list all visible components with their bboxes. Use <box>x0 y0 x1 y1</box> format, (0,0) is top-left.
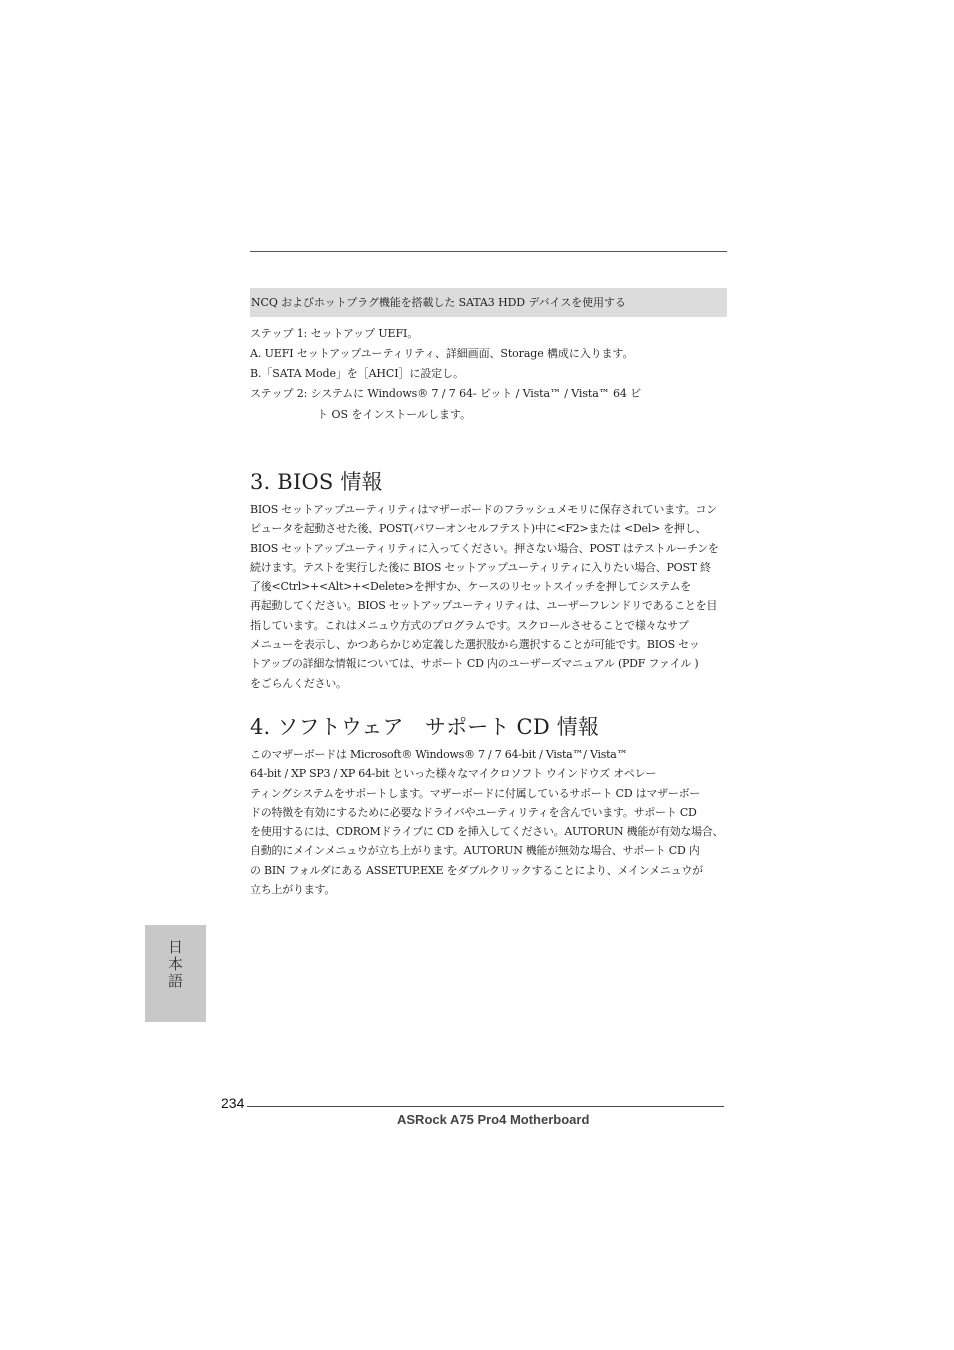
footer-rule <box>247 1106 724 1107</box>
body-line: 64-bit / XP SP3 / XP 64-bit といった様々なマイクロソフト ウインドウズ オペレー <box>250 767 657 781</box>
step-line: B.「SATA Mode」を［AHCI］に設定し。 <box>250 367 464 380</box>
body-line: BIOS セットアップユーティリティに入ってください。押さない場合、POST はテストルーチンを <box>250 541 719 555</box>
body-line: 再起動してください。BIOS セットアップユーティリティは、ユーザーフレンドリであることを目 <box>250 599 718 613</box>
body-line: ピュータを起動させた後、POST(パワーオンセルフテスト)中に<F2>または <Del> を押し、 <box>250 522 707 536</box>
section-3-heading: 3. BIOS 情報 <box>250 470 383 494</box>
body-line: 了後<Ctrl>+<Alt>+<Delete>を押すか、ケースのリセットスイッチを押してシステムを <box>250 580 691 594</box>
step-line: ステップ 2: システムに Windows® 7 / 7 64- ビット / Vista™ / Vista™ 64 ビ <box>250 387 642 400</box>
install-steps <box>250 324 727 425</box>
body-line: を使用するには、CDROMドライブに CD を挿入してください。AUTORUN 機能が有効な場合、 <box>250 825 724 839</box>
top-rule <box>250 251 727 252</box>
page-number: 234 <box>221 1095 245 1111</box>
body-line: 立ち上がります。 <box>250 883 336 897</box>
body-line: このマザーボードは Microsoft® Windows® 7 / 7 64-bit / Vista™/ Vista™ <box>250 748 628 761</box>
language-label: 日本語 <box>166 939 184 990</box>
body-line: ティングシステムをサポートします。マザーボードに付属しているサポート CD はマザーボー <box>250 786 701 800</box>
body-line: メニューを表示し、かつあらかじめ定義した選択肢から選択することが可能です。BIOS セッ <box>250 638 700 652</box>
step-line: ステップ 1: セットアップ UEFI。 <box>250 327 419 340</box>
step-line-continued: ト OS をインストールします。 <box>317 408 472 421</box>
body-line: 自動的にメインメニュウが立ち上がります。AUTORUN 機能が無効な場合、サポート CD 内 <box>250 844 700 858</box>
language-side-tab <box>145 925 206 1022</box>
body-line: 指しています。これはメニュウ方式のプログラムです。スクロールさせることで様々なサブ <box>250 618 689 632</box>
note-bar: NCQ およびホットプラグ機能を搭載した SATA3 HDD デバイスを使用する <box>250 288 727 317</box>
section-4-body <box>250 745 730 899</box>
body-line: の BIN フォルダにある ASSETUP.EXE をダブルクリックすることにより、メインメニュウが <box>250 863 703 877</box>
section-4-heading: 4. ソフトウェア サポート CD 情報 <box>250 715 600 739</box>
body-line: BIOS セットアップユーティリティはマザーボードのフラッシュメモリに保存されています。コン <box>250 503 718 516</box>
section-3-body <box>250 500 730 693</box>
body-line: 続けます。テストを実行した後に BIOS セットアップユーティリティに入りたい場合、POST 終 <box>250 560 711 574</box>
body-line: をごらんください。 <box>250 676 347 690</box>
footer-title: ASRock A75 Pro4 Motherboard <box>397 1112 590 1127</box>
step-line: A. UEFI セットアップユーティリティ、詳細画面、Storage 構成に入ります。 <box>250 347 634 360</box>
body-line: トアップの詳細な情報については、サポート CD 内のユーザーズマニュアル (PDF ファイル ) <box>250 657 699 671</box>
body-line: ドの特徴を有効にするために必要なドライバやユーティリティを含んでいます。サポート CD <box>250 805 697 819</box>
